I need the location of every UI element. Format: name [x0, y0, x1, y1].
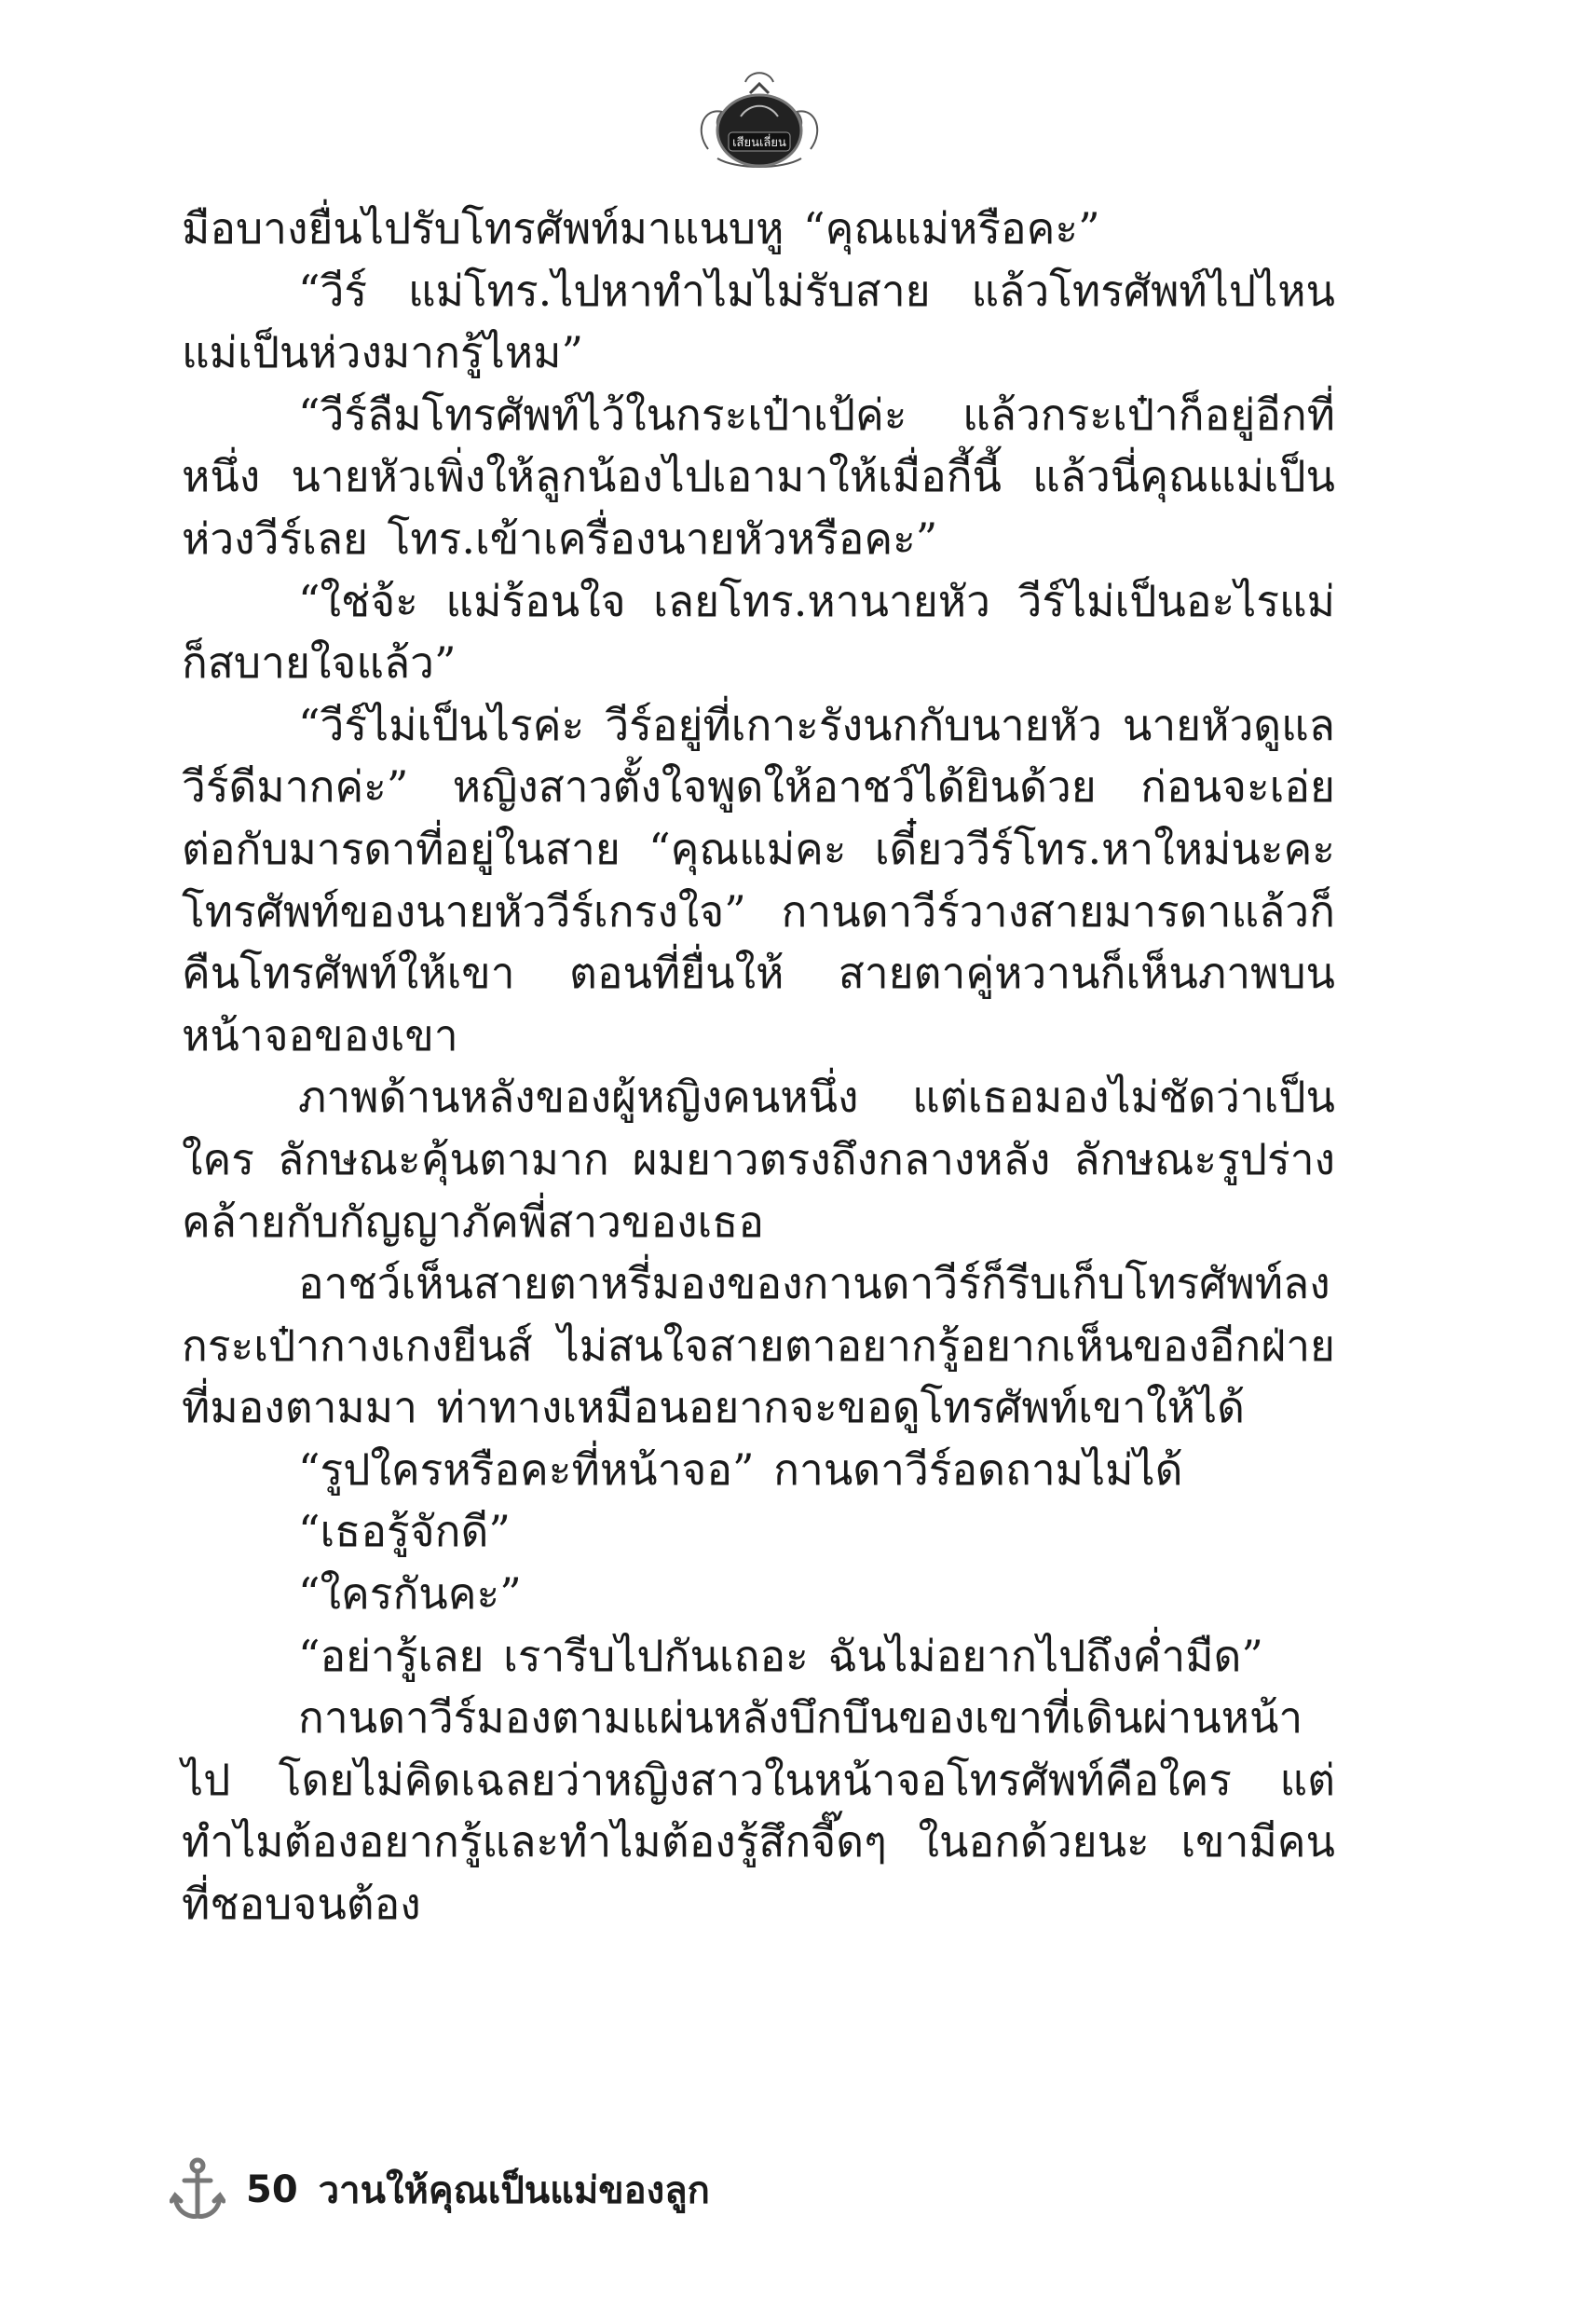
page-footer: [170, 2153, 710, 2227]
anchor-icon: [170, 2156, 225, 2223]
logo-text: เสียนเลี่ยน: [732, 136, 786, 150]
paragraph-8: “รูปใครหรือคะที่หน้าจอ” กานดาวีร์อดถามไม่ได้: [298, 1443, 1183, 1495]
body-text: [182, 198, 1335, 1935]
paragraph-3: “วีร์ลืมโทรศัพท์ไว้ในกระเป๋าเป้ค่ะ แล้วกระเป๋าก็อยู่อีกที่หนึ่ง นายหัวเพิ่งให้ลูกน้องไปเอามาให้เมื่อกี้นี้ แล้วนี่คุณแม่เป็นห่วงวีร์เลย โทร.เข้าเครื่องนายหัวหรือคะ”: [182, 389, 1335, 564]
paragraph-6: ภาพด้านหลังของผู้หญิงคนหนึ่ง แต่เธอมองไม่ชัดว่าเป็นใคร ลักษณะคุ้นตามาก ผมยาวตรงถึงกลางหลัง ลักษณะรูปร่างคล้ายกับกัญญาภัคพี่สาวของเธอ: [182, 1072, 1335, 1247]
paragraph-4: “ใช่จ้ะ แม่ร้อนใจ เลยโทร.หานายหัว วีร์ไม่เป็นอะไรแม่ก็สบายใจแล้ว”: [182, 575, 1335, 689]
paragraph-1: มือบางยื่นไปรับโทรศัพท์มาแนบหู “คุณแม่หรือคะ”: [182, 203, 1100, 253]
paragraph-5: “วีร์ไม่เป็นไรค่ะ วีร์อยู่ที่เกาะรังนกกับนายหัว นายหัวดูแลวีร์ดีมากค่ะ” หญิงสาวตั้งใจพูดให้อาชว์ได้ยินด้วย ก่อนจะเอ่ยต่อกับมารดาที่อยู่ในสาย “คุณแม่คะ เดี๋ยววีร์โทร.หาใหม่นะคะ โทรศัพท์ของนายหัววีร์เกรงใจ” กานดาวีร์วางสายมารดาแล้วก็คืนโทรศัพท์ให้เขา ตอนที่ยื่นให้ สายตาคู่หวานก็เห็นภาพบนหน้าจอของเขา: [182, 699, 1335, 1060]
paragraph-10: “ใครกันคะ”: [298, 1568, 522, 1620]
ornament-emblem-icon: [689, 65, 829, 177]
page-number: 50: [246, 2168, 298, 2211]
paragraph-9: “เธอรู้จักดี”: [298, 1506, 511, 1557]
paragraph-12: กานดาวีร์มองตามแผ่นหลังบึกบึนของเขาที่เดินผ่านหน้าไป โดยไม่คิดเฉลยว่าหญิงสาวในหน้าจอโทรศัพท์คือใคร แต่ทำไมต้องอยากรู้และทำไมต้องรู้สึกจี๊ดๆ ในอกด้วยนะ เขามีคนที่ชอบจนต้อง: [182, 1692, 1335, 1930]
book-title: วานให้คุณเป็นแม่ของลูก: [318, 2169, 710, 2212]
paragraph-11: “อย่ารู้เลย เรารีบไปกันเถอะ ฉันไม่อยากไปถึงค่ำมืด”: [298, 1630, 1263, 1681]
paragraph-7: อาชว์เห็นสายตาหรี่มองของกานดาวีร์ก็รีบเก็บโทรศัพท์ลงกระเป๋ากางเกงยีนส์ ไม่สนใจสายตาอยากรู้อยากเห็นของอีกฝ่ายที่มองตามมา ท่าทางเหมือนอยากจะขอดูโทรศัพท์เขาให้ได้: [182, 1258, 1335, 1433]
paragraph-2: “วีร์ แม่โทร.ไปหาทำไมไม่รับสาย แล้วโทรศัพท์ไปไหน แม่เป็นห่วงมากรู้ไหม”: [182, 265, 1335, 378]
